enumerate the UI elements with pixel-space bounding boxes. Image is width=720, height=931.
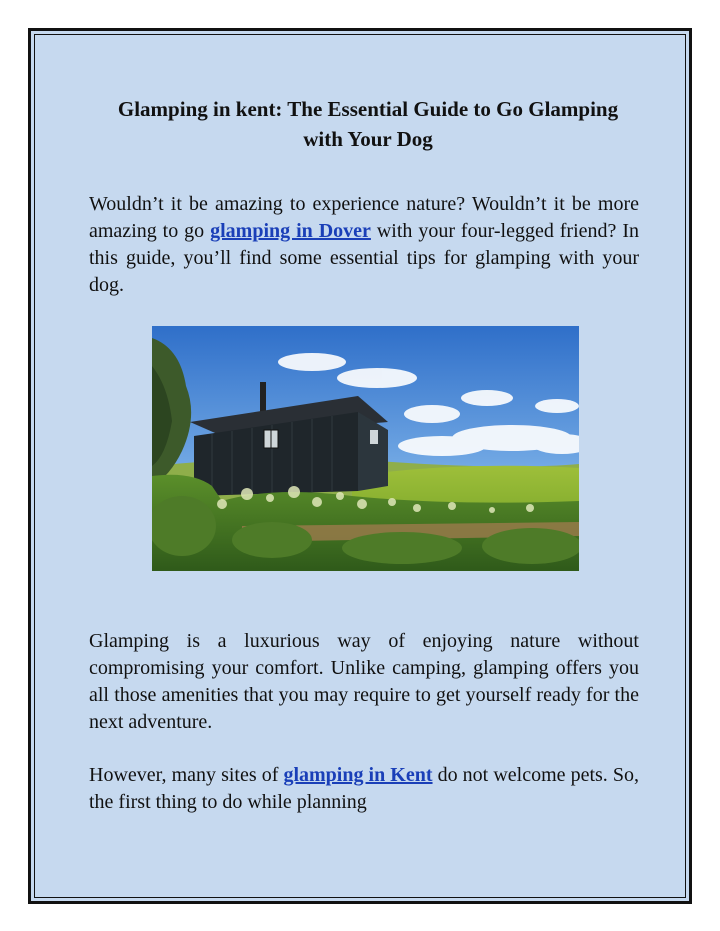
pets-text-after: do not welcome pets. So, the first thing to do while planning (89, 764, 639, 813)
pets-text-before: However, many sites of (89, 764, 284, 786)
content-area (34, 34, 686, 898)
glamping-in-kent-link[interactable]: glamping in Kent (283, 764, 433, 786)
page-border (28, 28, 692, 904)
page-title: Glamping in kent: The Essential Guide to Go Glamping with Your Dog (117, 97, 619, 151)
glamping-in-dover-link[interactable]: glamping in Dover (210, 220, 371, 242)
intro-text-before: Wouldn’t it be amazing to experience nature? Wouldn’t it be more amazing to go (89, 193, 639, 242)
pets-paragraph (89, 762, 639, 816)
intro-paragraph (89, 191, 639, 299)
intro-text-after: with your four-legged friend? In this guide, you’ll find some essential tips for glamping with your dog. (89, 220, 639, 296)
glamping-description-paragraph: Glamping is a luxurious way of enjoying nature without compromising your comfort. Unlike camping, glamping offers you all those amenities that you may require to get yourself ready for the next adventure. (89, 630, 639, 733)
glamping-cabin-photo (152, 326, 579, 571)
